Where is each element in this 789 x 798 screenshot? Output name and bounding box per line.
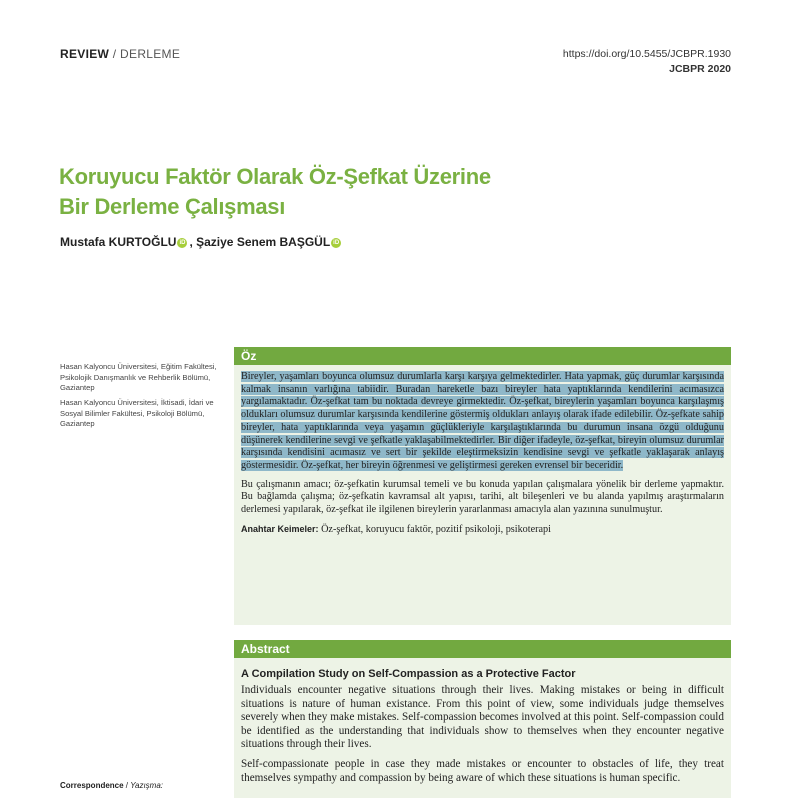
keywords-list: Öz-şefkat, koruyucu faktör, pozitif psikoloji, psikoterapi xyxy=(318,523,551,535)
abstract-heading: Abstract xyxy=(234,640,731,658)
keywords-label: Anahtar Keimeler: xyxy=(241,523,319,534)
article-title xyxy=(59,162,579,222)
title-line-2: Bir Derleme Çalışması xyxy=(59,194,286,219)
journal-year: JCBPR 2020 xyxy=(669,63,731,75)
oz-highlighted-text[interactable]: Bireyler, yaşamları boyunca olumsuz durumlarla karşı karşıya gelmektedirler. Hata yapmak, güç durumlar karşısında kalmak insanın varlığına tabiidir. Buradan hareketle bazı bireyler hata yaptıklarında kendilerini acımasızca yargılamaktadır. Öz-şefkat tam bu noktada devreye girmektedir. Öz-şefkat, bireylerin yaşamları boyunca karşılaşmış oldukları olumsuz durumlar karşısında kendilerine göstermiş oldukları anlayış olarak ifade edilebilir. Öz-şefkate sahip bireyler, hata yaptıklarında veya yaşamın güçlükleriyle karşılaştıklarında bu durumun insana özgü olduğunu düşünerek kendilerine sevgi ve şefkatle yaklaşabilmektedirler. Bir diğer ifadeyle, öz-şefkat, bireyin olumsuz durumlar karşısında kendisini acımasız ve sert bir şekilde eleştirmeksizin kendisine sevgi ve şefkatle yaklaşarak anlayış göstermesidir. Öz-şefkat, her bireyin öğrenmesi ve geliştirmesi gereken evrensel bir beceridir. xyxy=(241,371,724,471)
abstract-paragraph-1: Individuals encounter negative situations through their lives. Making mistakes or being in difficult situations is nature of human existance. From this point of view, some individuals judge themselves severely when they make mistakes. Self-compassion becomes involved at this point. Self-compassion could be identified as the understanding that individuals show to themselves when they encounter negative situations through their lives. xyxy=(241,684,724,751)
oz-paragraph-2: Bu çalışmanın amacı; öz-şefkatin kurumsal temeli ve bu konuda yapılan çalışmalara yönelik bir derleme yapmaktır. Bu bağlamda çalışma; öz-şefkatin kavramsal alt yapısı, tarihi, alt bileşenleri ve bu alanda yapılmış araştırmaların derlemesi yapılarak, öz-şefkat ile ilgilenen bireylerin yararlanması amacıyla alan yazınına sunulmuştur. xyxy=(241,478,724,516)
author-list xyxy=(60,235,343,249)
author-1: Mustafa KURTOĞLU xyxy=(60,235,177,249)
correspondence-label xyxy=(60,781,163,790)
oz-keywords xyxy=(241,523,724,537)
correspondence-sep: / xyxy=(123,781,131,790)
abstract-paragraph-2: Self-compassionate people in case they made mistakes or encounter to obstacles of life, they treat themselves sympathy and compassion by being aware of which these situations is human specific. xyxy=(241,757,724,784)
correspondence-tr: Yazışma: xyxy=(130,781,163,790)
article-type xyxy=(60,47,180,61)
article-type-sep: / xyxy=(109,47,121,61)
oz-panel xyxy=(234,347,731,625)
correspondence-en: Correspondence xyxy=(60,781,124,790)
oz-heading: Öz xyxy=(234,347,731,365)
abstract-body xyxy=(234,684,731,785)
article-type-tr: DERLEME xyxy=(120,47,181,61)
doi-link[interactable]: https://doi.org/10.5455/JCBPR.1930 xyxy=(562,48,731,60)
affiliation-1: Hasan Kalyoncu Üniversitesi, Eğitim Fakültesi, Psikolojik Danışmanlık ve Rehberlik Bölümü, Gaziantep xyxy=(60,362,217,392)
orcid-icon[interactable]: iD xyxy=(333,239,340,246)
orcid-icon[interactable]: iD xyxy=(179,239,186,246)
article-type-en: REVIEW xyxy=(60,47,110,61)
oz-paragraph-1 xyxy=(241,371,724,473)
affiliation-2: Hasan Kalyoncu Üniversitesi, İktisadi, İdari ve Sosyal Bilimler Fakültesi, Psikoloji Bölümü, Gaziantep xyxy=(60,398,214,428)
journal-info xyxy=(563,47,731,77)
author-2: Şaziye Senem BAŞGÜL xyxy=(196,235,331,249)
title-line-1: Koruyucu Faktör Olarak Öz-Şefkat Üzerine xyxy=(59,164,491,189)
abstract-panel xyxy=(234,640,731,798)
oz-body xyxy=(234,365,731,536)
abstract-title: A Compilation Study on Self-Compassion as a Protective Factor xyxy=(241,668,576,680)
author-sep: , xyxy=(189,235,197,249)
